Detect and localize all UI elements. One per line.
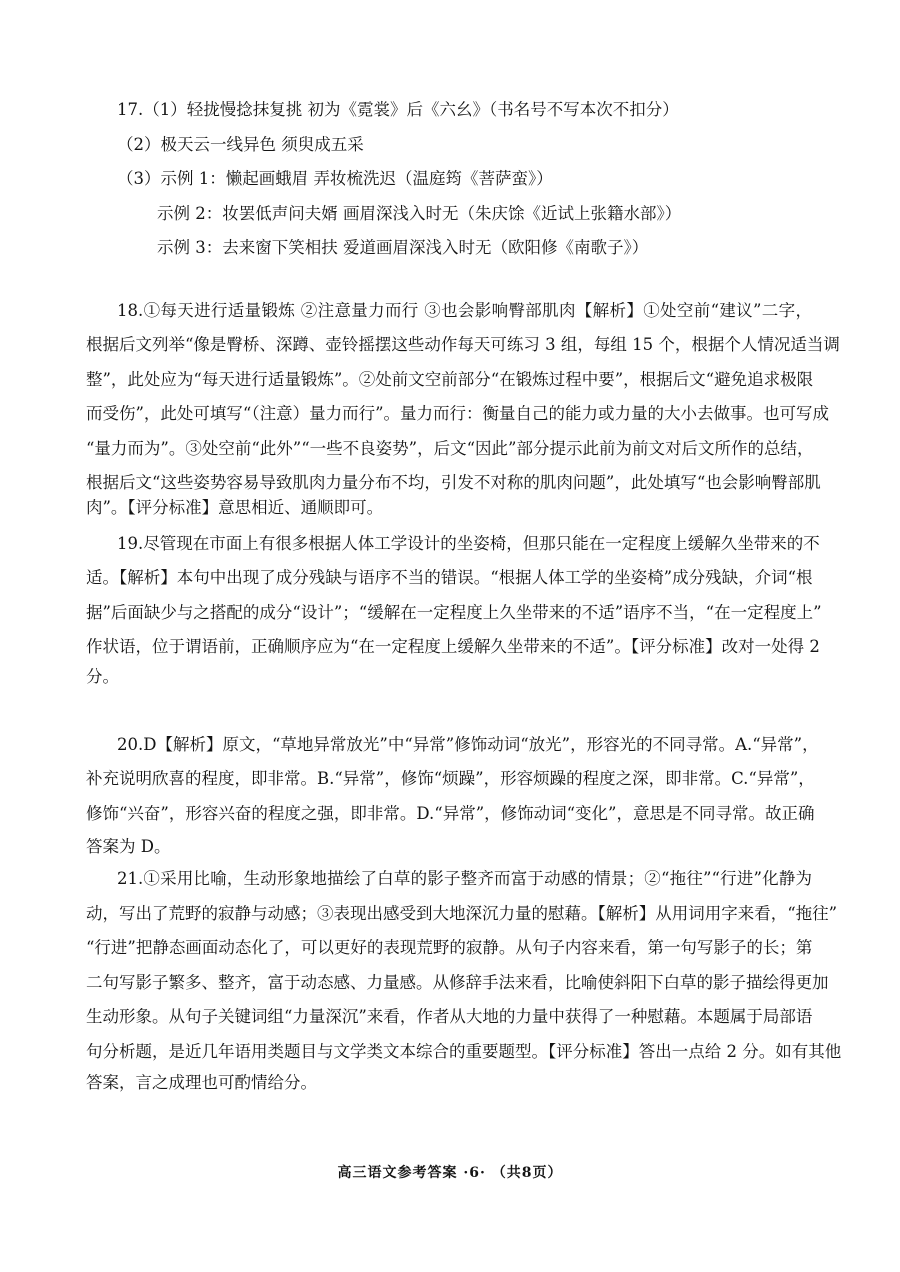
q21-line-4: 二句写影子繁多、整齐，富于动态感、力量感。从修辞手法来看，比喻使斜阳下白草的影子描绘得更加 [86, 973, 829, 992]
q20-line-1: 20.D【解析】原文，“草地异常放光”中“异常”修饰动词“放光”，形容光的不同寻常。A.“异常”， [117, 735, 819, 754]
q18-line-5: “量力而为”。③处空前“此外”“一些不良姿势”，后文“因此”部分提示此前为前文对后文所作的总结， [86, 439, 814, 458]
q19-line-4: 作状语，位于谓语前，正确顺序应为“在一定程度上缓解久坐带来的不适”。【评分标准】改对一处得 2 [86, 637, 820, 656]
q18-line-7: 肉”。【评分标准】意思相近、通顺即可。 [86, 498, 384, 517]
q21-line-5: 生动形象。从句子关键词组“力量深沉”来看，作者从大地的力量中获得了一种慰藉。本题属于局部语 [86, 1007, 813, 1026]
q19-line-3: 据”后面缺少与之搭配的成分“设计”；“缓解在一定程度上久坐带来的不适”语序不当，“在一定程度上” [86, 603, 822, 622]
q18-line-3: 整”，此处应为“每天进行适量锻炼”。②处前文空前部分“在锻炼过程中要”，根据后文“避免追求极限 [86, 370, 814, 389]
q18-line-2: 根据后文列举“像是臀桥、深蹲、壶铃摇摆这些动作每天可练习 3 组，每组 15 个，根据个人情况适当调 [86, 335, 840, 354]
q21-line-7: 答案，言之成理也可酌情给分。 [86, 1073, 317, 1092]
q19-line-2: 适。【解析】本句中出现了成分残缺与语序不当的错误。“根据人体工学的坐姿椅”成分残缺，介词“根 [86, 568, 813, 587]
q19-line-1: 19.尽管现在市面上有很多根据人体工学设计的坐姿椅，但那只能在一定程度上缓解久坐带来的不 [117, 534, 820, 553]
q21-line-1: 21.①采用比喻，生动形象地描绘了白草的影子整齐而富于动感的情景；②“拖往”“行进”化静为 [117, 869, 812, 888]
q18-line-6: 根据后文“这些姿势容易导致肌肉力量分布不均，引发不对称的肌肉问题”，此处填写“也会影响臀部肌 [86, 473, 821, 492]
q17-line-4: 示例 2：妆罢低声问夫婿 画眉深浅入时无（朱庆馀《近试上张籍水部》） [157, 204, 682, 223]
q21-line-6: 句分析题，是近几年语用类题目与文学类文本综合的重要题型。【评分标准】答出一点给 2 分。如有其他 [86, 1042, 842, 1061]
q20-line-4: 答案为 D。 [86, 837, 171, 856]
q17-line-1: 17.（1）轻拢慢捻抹复挑 初为《霓裳》后《六幺》（书名号不写本次不扣分） [117, 100, 679, 119]
q20-line-3: 修饰“兴奋”，形容兴奋的程度之强，即非常。D.“异常”，修饰动词“变化”，意思是不同寻常。故正确 [86, 804, 815, 823]
q18-line-1: 18.①每天进行适量锻炼 ②注意量力而行 ③也会影响臀部肌肉【解析】①处空前“建议”二字， [117, 301, 812, 320]
page-footer: 高三语文参考答案 ·6· （共8页） [337, 1165, 563, 1181]
q21-line-3: “行进”把静态画面动态化了，可以更好的表现荒野的寂静。从句子内容来看，第一句写影子的长；第 [86, 938, 813, 957]
q20-line-2: 补充说明欣喜的程度，即非常。B.“异常”，修饰“烦躁”，形容烦躁的程度之深，即非常。C.“异常”， [86, 769, 815, 788]
q17-line-3: （3）示例 1：懒起画蛾眉 弄妆梳洗迟（温庭筠《菩萨蛮》） [117, 169, 553, 188]
q17-line-5: 示例 3：去来窗下笑相扶 爱道画眉深浅入时无（欧阳修《南歌子》） [157, 238, 649, 257]
q19-line-5: 分。 [86, 667, 119, 686]
q17-line-2: （2）极天云一线异色 须臾成五采 [117, 135, 364, 154]
q18-line-4: 而受伤”，此处可填写“（注意）量力而行”。量力而行：衡量自己的能力或力量的大小去做事。也可写成 [86, 404, 830, 423]
q21-line-2: 动，写出了荒野的寂静与动感；③表现出感受到大地深沉力量的慰藉。【解析】从用词用字来看，“拖往” [86, 904, 838, 923]
